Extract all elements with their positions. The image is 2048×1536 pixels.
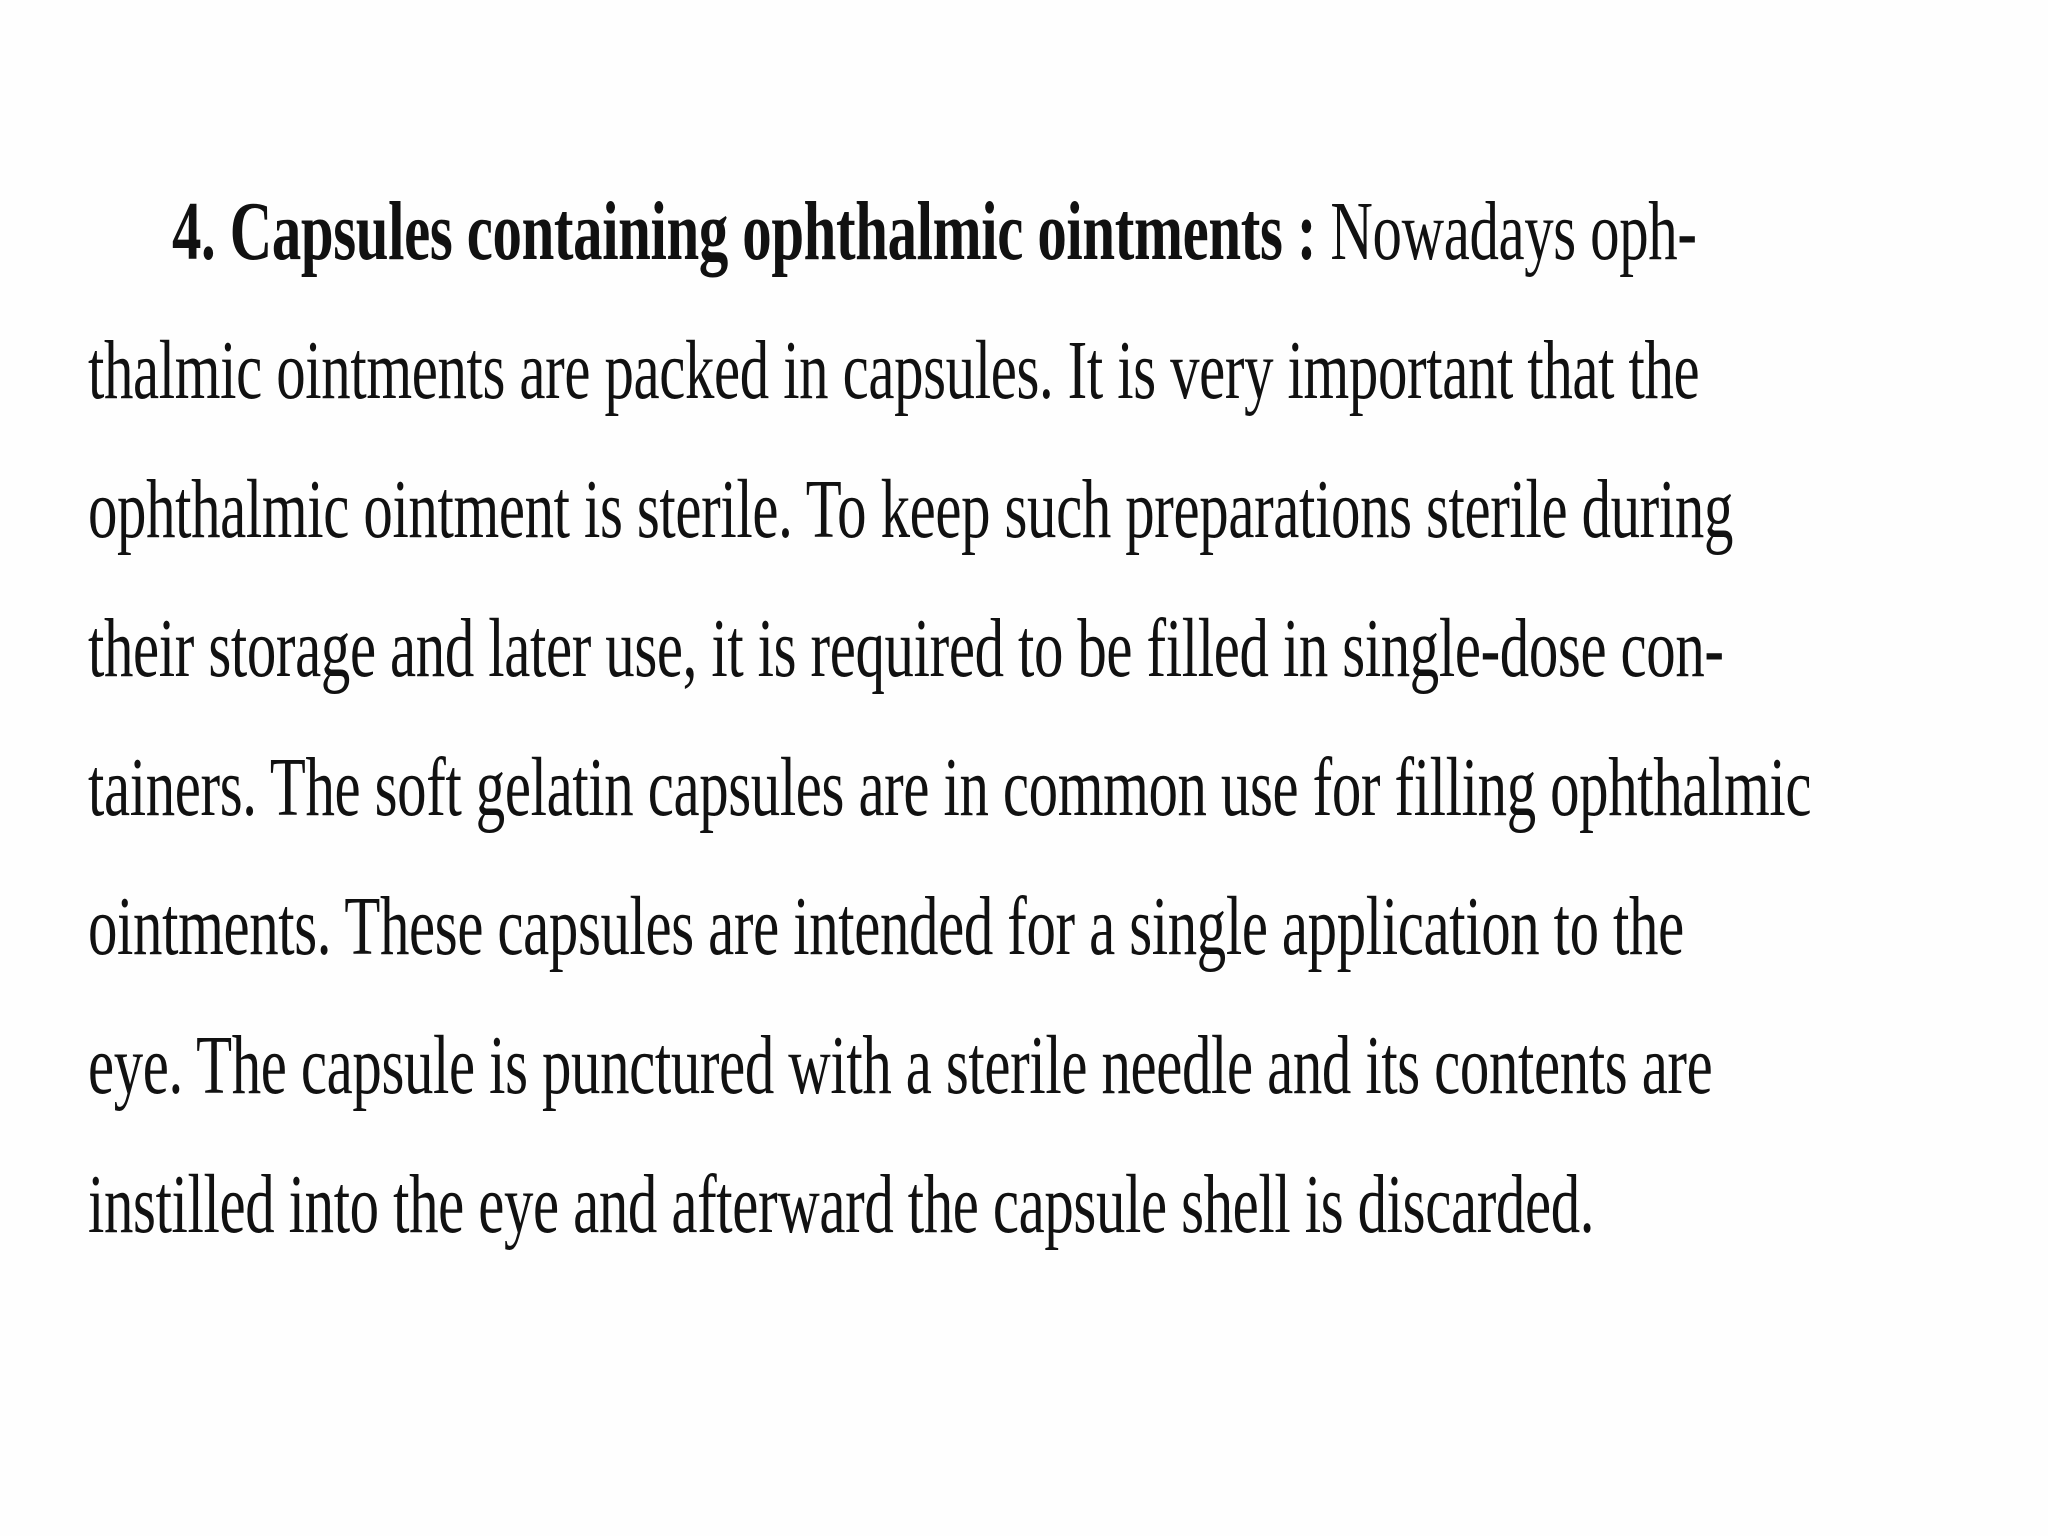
text-line-4: their storage and later use, it is required to be filled in single-dose con- xyxy=(88,602,1724,695)
text-line-1 xyxy=(88,162,1697,301)
text-line-2: thalmic ointments are packed in capsules. It is very important that the xyxy=(88,324,1700,417)
text-line-8: instilled into the eye and afterward the capsule shell is discarded. xyxy=(88,1158,1595,1251)
text-line-6: ointments. These capsules are intended for a single application to the xyxy=(88,880,1684,973)
paragraph-capsules-ophthalmic-ointments xyxy=(88,162,1988,1274)
section-heading: 4. Capsules containing ophthalmic ointments : xyxy=(172,185,1317,278)
text-line-3: ophthalmic ointment is sterile. To keep such preparations sterile during xyxy=(88,463,1734,556)
text-line-7: eye. The capsule is punctured with a sterile needle and its contents are xyxy=(88,1019,1713,1112)
text-line-1-body: Nowadays oph- xyxy=(1316,185,1697,278)
text-line-5: tainers. The soft gelatin capsules are in common use for filling ophthalmic xyxy=(88,741,1812,834)
